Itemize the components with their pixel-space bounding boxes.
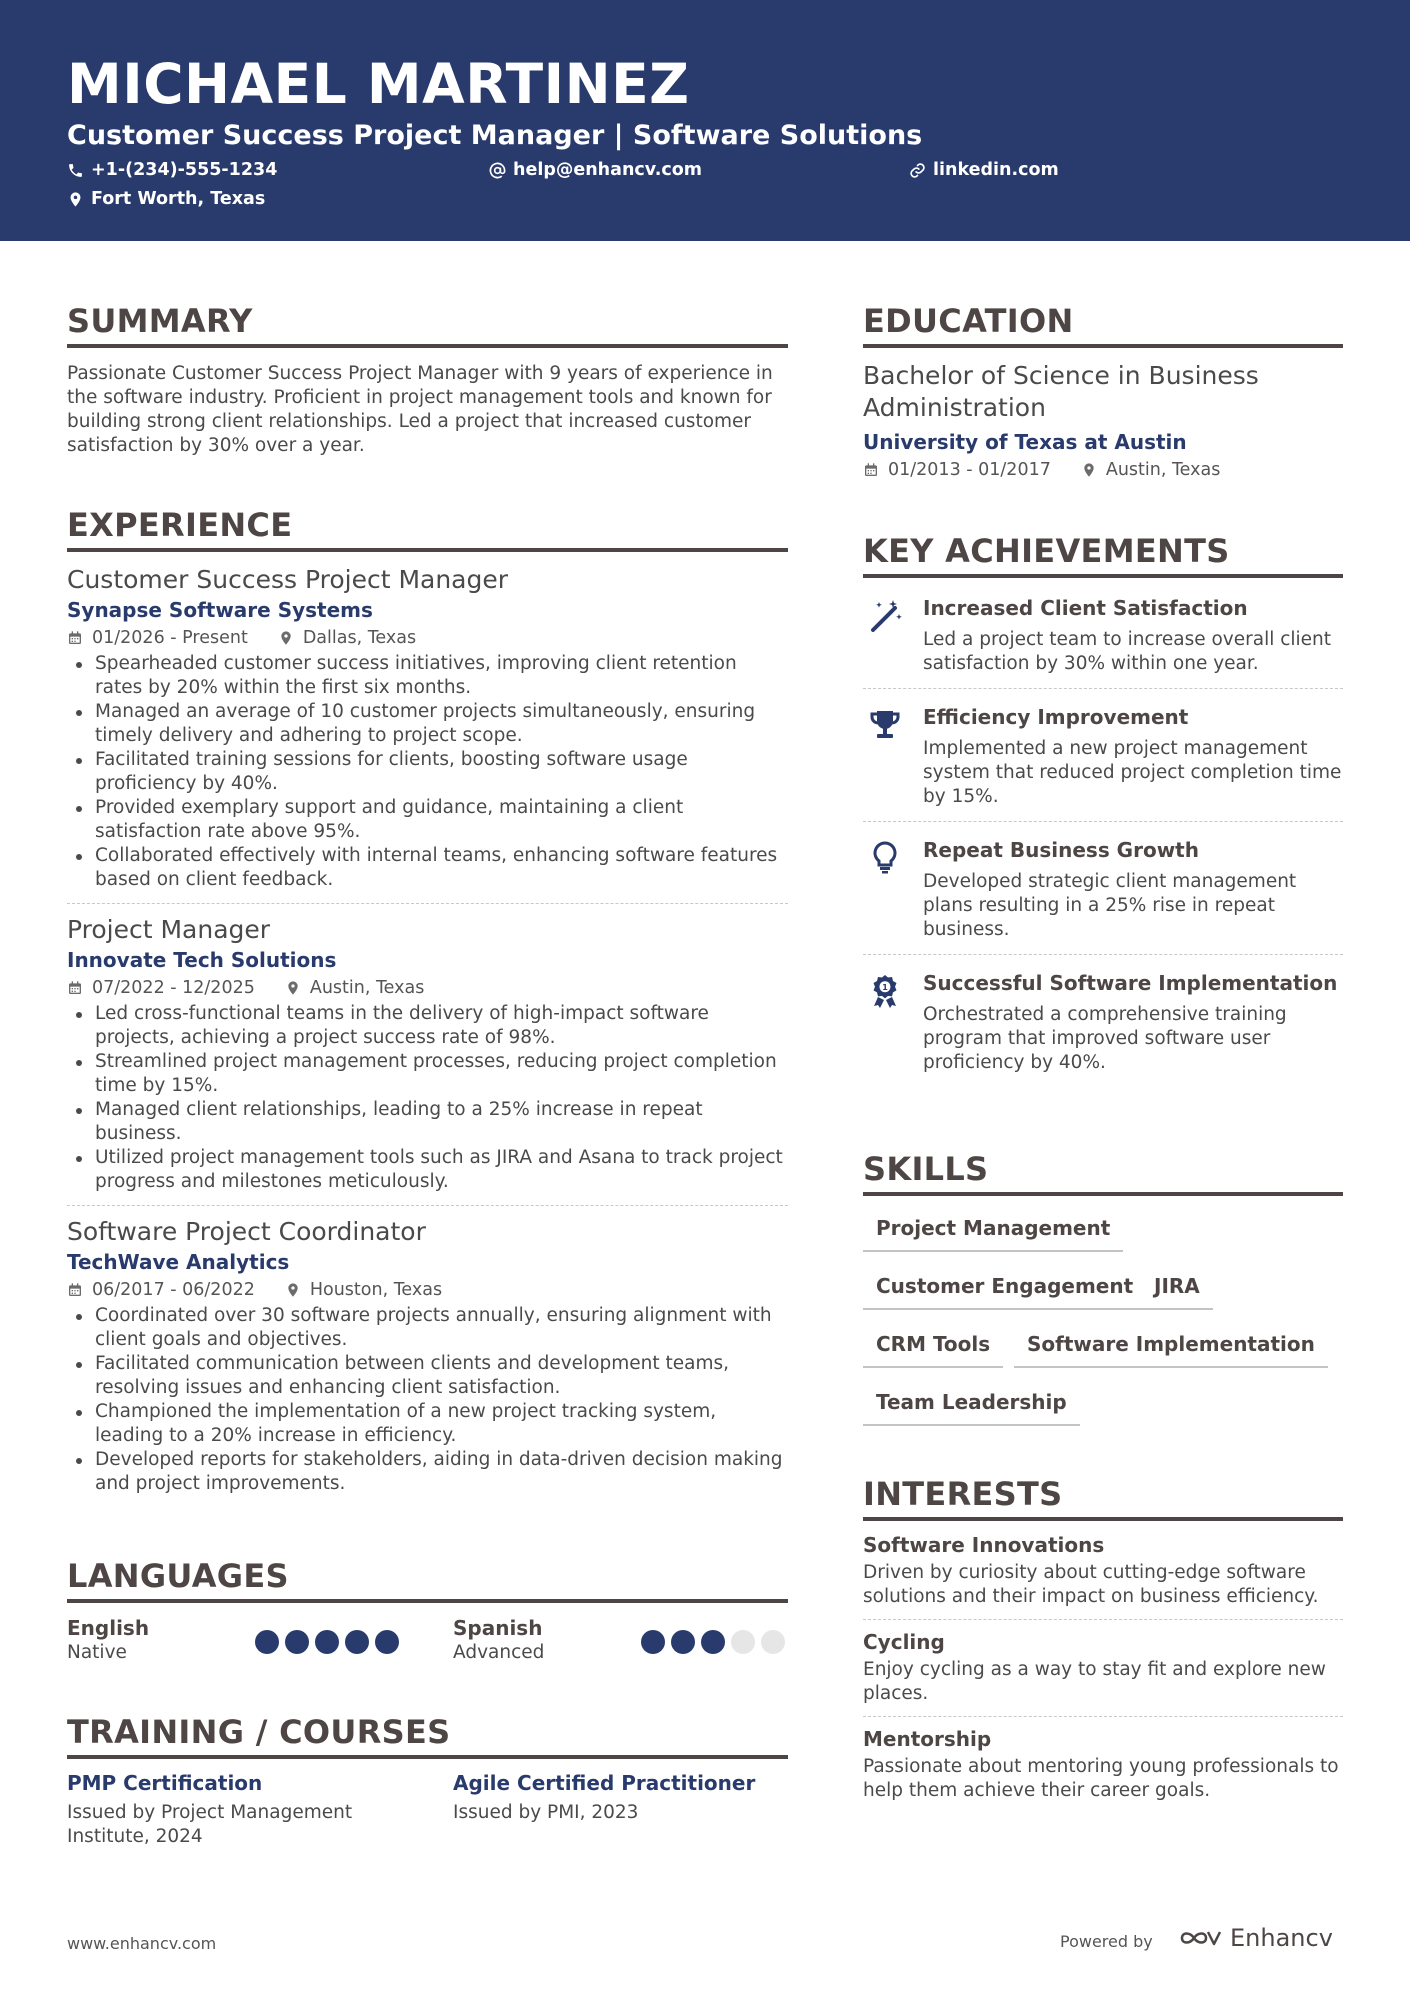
achievement-title: Successful Software Implementation (923, 971, 1338, 995)
award-ribbon-icon (867, 973, 903, 1009)
divider (863, 1716, 1343, 1717)
contact-linkedin[interactable] (909, 158, 1059, 182)
achievement-desc: Led a project team to increase overall client satisfaction by 30% within one year. (923, 629, 1332, 674)
skill-tag: Team Leadership (863, 1388, 1080, 1426)
interest-item (863, 1628, 1343, 1706)
language-name: Spanish (453, 1616, 543, 1640)
job-bullet: Provided exemplary support and guidance, maintaining a client satisfaction rate above 95%. (67, 796, 788, 844)
language-rating (255, 1630, 405, 1654)
job-bullet: Spearheaded customer success initiatives, improving client retention rates by 20% within the first six months. (67, 652, 788, 700)
education-meta (863, 458, 1343, 482)
skill-tag: JIRA (1141, 1272, 1213, 1310)
linkedin-text: linkedin.com (933, 160, 1059, 180)
interest-title: Cycling (863, 1630, 945, 1654)
interest-title: Software Innovations (863, 1533, 1105, 1557)
enhancv-logo-icon (1178, 1926, 1224, 1950)
location-pin-icon (1081, 462, 1097, 478)
education-location: Austin, Texas (1105, 460, 1221, 480)
language-name: English (67, 1616, 150, 1640)
job-bullets (67, 1002, 788, 1194)
magic-wand-icon (867, 598, 903, 634)
course-item (453, 1769, 788, 1825)
job-bullet: Streamlined project management processes, reducing project completion time by 15%. (67, 1050, 788, 1098)
achievement-item (863, 703, 1343, 809)
achievement-title: Repeat Business Growth (923, 838, 1199, 862)
languages-heading: LANGUAGES (67, 1557, 788, 1603)
job-meta (67, 976, 788, 1000)
achievement-desc: Orchestrated a comprehensive training program that improved software user proficiency by 40%. (923, 1004, 1287, 1073)
job-bullet: Managed client relationships, leading to a 25% increase in repeat business. (67, 1098, 788, 1146)
summary-section (67, 302, 788, 458)
calendar-icon (67, 1282, 83, 1298)
candidate-headline: Customer Success Project Manager | Software Solutions (67, 120, 923, 151)
summary-heading: SUMMARY (67, 302, 788, 348)
brand-logo[interactable] (1178, 1924, 1333, 1952)
divider (67, 1205, 788, 1206)
achievement-title: Increased Client Satisfaction (923, 596, 1248, 620)
job-location: Houston, Texas (309, 1280, 443, 1300)
job-company: Innovate Tech Solutions (67, 948, 337, 972)
degree-title: Bachelor of Science in Business Administration (863, 361, 1259, 422)
job-dates: 06/2017 - 06/2022 (92, 1280, 255, 1300)
achievements-section (863, 532, 1343, 1075)
experience-heading: EXPERIENCE (67, 506, 788, 552)
achievement-title: Efficiency Improvement (923, 705, 1189, 729)
interest-desc: Driven by curiosity about cutting-edge software solutions and their impact on business efficiency. (863, 1562, 1319, 1607)
job-title: Project Manager (67, 915, 271, 944)
job-title: Software Project Coordinator (67, 1217, 426, 1246)
language-level: Native (67, 1642, 127, 1663)
job-dates: 01/2026 - Present (92, 628, 248, 648)
rating-dot-empty (731, 1630, 755, 1654)
job-bullet: Facilitated communication between clients and development teams, resolving issues and enhancing client satisfaction. (67, 1352, 788, 1400)
job-bullet: Coordinated over 30 software projects annually, ensuring alignment with client goals and objectives. (67, 1304, 788, 1352)
rating-dot-filled (255, 1630, 279, 1654)
contact-location (67, 187, 265, 211)
rating-dot-empty (761, 1630, 785, 1654)
job-bullet: Championed the implementation of a new project tracking system, leading to a 20% increase in efficiency. (67, 1400, 788, 1448)
interest-item (863, 1531, 1343, 1609)
job-entry (67, 564, 788, 892)
email-text: help@enhancv.com (513, 160, 703, 180)
job-location: Austin, Texas (309, 978, 425, 998)
job-title: Customer Success Project Manager (67, 565, 509, 594)
course-title: PMP Certification (67, 1771, 263, 1795)
rating-dot-filled (285, 1630, 309, 1654)
job-bullet: Managed an average of 10 customer projects simultaneously, ensuring timely delivery and adhering to project scope. (67, 700, 788, 748)
divider (863, 954, 1343, 955)
languages-section (67, 1557, 788, 1667)
interests-heading: INTERESTS (863, 1475, 1343, 1521)
calendar-icon (67, 980, 83, 996)
job-company: Synapse Software Systems (67, 598, 373, 622)
rating-dot-filled (641, 1630, 665, 1654)
course-item (67, 1769, 407, 1849)
footer-url[interactable]: www.enhancv.com (67, 1934, 217, 1953)
skill-tag: Project Management (863, 1214, 1123, 1252)
at-sign-icon (489, 162, 506, 179)
interests-section (863, 1475, 1343, 1803)
contact-phone[interactable] (67, 158, 277, 182)
svg-text:1: 1 (882, 983, 888, 992)
trophy-icon (867, 707, 903, 743)
divider (863, 821, 1343, 822)
rating-dot-filled (315, 1630, 339, 1654)
training-heading: TRAINING / COURSES (67, 1713, 788, 1759)
job-bullet: Facilitated training sessions for clients, boosting software usage proficiency by 40%. (67, 748, 788, 796)
course-title: Agile Certified Practitioner (453, 1771, 756, 1795)
job-bullets (67, 652, 788, 892)
job-entry (67, 1216, 788, 1496)
course-desc: Issued by Project Management Institute, 2024 (67, 1802, 353, 1847)
interest-item (863, 1725, 1343, 1803)
location-pin-icon (278, 630, 294, 646)
job-bullet: Utilized project management tools such as JIRA and Asana to track project progress and milestones meticulously. (67, 1146, 788, 1194)
skill-tag: Customer Engagement (863, 1272, 1146, 1310)
job-company: TechWave Analytics (67, 1250, 290, 1274)
rating-dot-filled (671, 1630, 695, 1654)
contact-email[interactable] (489, 158, 702, 182)
achievement-item (863, 594, 1343, 676)
divider (863, 688, 1343, 689)
interest-desc: Passionate about mentoring young professionals to help them achieve their career goals. (863, 1756, 1339, 1801)
phone-text: +1-(234)-555-1234 (91, 160, 278, 180)
training-section (67, 1713, 788, 1853)
language-item (453, 1615, 544, 1665)
education-heading: EDUCATION (863, 302, 1343, 348)
course-desc: Issued by PMI, 2023 (453, 1802, 639, 1823)
skill-tag: CRM Tools (863, 1330, 1003, 1368)
job-bullets (67, 1304, 788, 1496)
job-bullet: Led cross-functional teams in the delivery of high-impact software projects, achieving a project success rate of 98%. (67, 1002, 788, 1050)
brand-name: Enhancv (1230, 1924, 1333, 1952)
summary-text: Passionate Customer Success Project Manager with 9 years of experience in the software industry. Proficient in project management tools and known for building strong client relationships. Led a project that increased customer satisfaction by 30% over a year. (67, 363, 773, 456)
location-pin-icon (67, 191, 84, 208)
job-location: Dallas, Texas (302, 628, 417, 648)
education-section (863, 302, 1343, 482)
language-item (67, 1615, 149, 1665)
school-name: University of Texas at Austin (863, 430, 1187, 454)
skills-section (863, 1150, 1343, 1430)
resume-header (0, 0, 1410, 241)
divider (863, 1619, 1343, 1620)
location-text: Fort Worth, Texas (91, 189, 266, 209)
achievement-item (863, 969, 1343, 1075)
location-pin-icon (285, 1282, 301, 1298)
job-entry (67, 914, 788, 1194)
achievement-desc: Developed strategic client management plans resulting in a 25% rise in repeat business. (923, 871, 1297, 940)
interest-title: Mentorship (863, 1727, 992, 1751)
divider (67, 903, 788, 904)
powered-by-label: Powered by (1060, 1932, 1153, 1951)
phone-icon (67, 162, 84, 179)
interest-desc: Enjoy cycling as a way to stay fit and explore new places. (863, 1659, 1326, 1704)
experience-section (67, 506, 788, 1496)
rating-dot-filled (701, 1630, 725, 1654)
achievements-heading: KEY ACHIEVEMENTS (863, 532, 1343, 578)
language-rating (641, 1630, 791, 1654)
education-dates: 01/2013 - 01/2017 (888, 460, 1051, 480)
job-meta (67, 1278, 788, 1302)
candidate-name: MICHAEL MARTINEZ (67, 52, 690, 116)
rating-dot-filled (345, 1630, 369, 1654)
skill-tag: Software Implementation (1014, 1330, 1328, 1368)
achievement-desc: Implemented a new project management system that reduced project completion time by 15%. (923, 738, 1342, 807)
job-dates: 07/2022 - 12/2025 (92, 978, 255, 998)
rating-dot-filled (375, 1630, 399, 1654)
link-icon (909, 162, 926, 179)
job-bullet: Developed reports for stakeholders, aiding in data-driven decision making and project improvements. (67, 1448, 788, 1496)
language-level: Advanced (453, 1642, 545, 1663)
achievement-item (863, 836, 1343, 942)
calendar-icon (67, 630, 83, 646)
calendar-icon (863, 462, 879, 478)
lightbulb-icon (867, 840, 903, 876)
location-pin-icon (285, 980, 301, 996)
job-bullet: Collaborated effectively with internal teams, enhancing software features based on client feedback. (67, 844, 788, 892)
job-meta (67, 626, 788, 650)
skills-heading: SKILLS (863, 1150, 1343, 1196)
